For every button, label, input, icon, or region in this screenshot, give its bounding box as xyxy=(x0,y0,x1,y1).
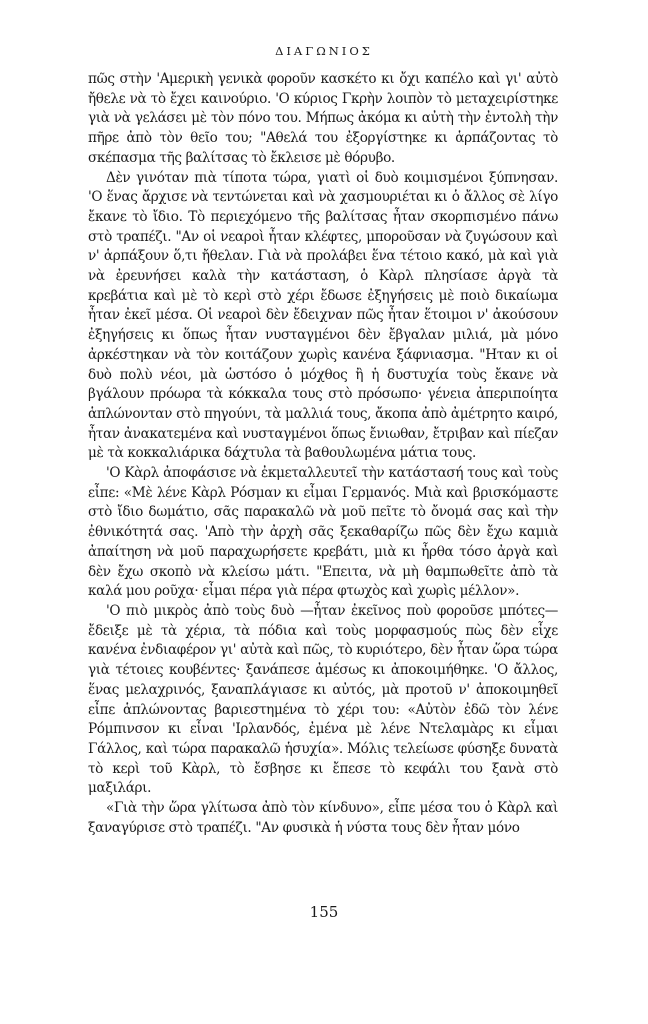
paragraph-2: Δὲν γινόταν πιὰ τίποτα τώρα, γιατὶ οἱ δυὸ κοιμισμένοι ξύπνησαν. 'Ο ἕνας ἄρχισε νὰ τεντώνεται καὶ νὰ χασμουριέται κι ὁ ἄλλος σὲ λίγο ἔκανε τὸ ἴδιο. Τὸ περιεχόμενο τῆς βαλίτσας ἦταν σκορπισμένο πάνω στὸ τραπέζι. "Αν οἱ νεαροὶ ἦταν κλέφτες, μποροῦσαν νὰ ζυγώσουν καὶ ν' ἁρπάξουν ὅ,τι ἤθελαν. Γιὰ νὰ προλάβει ἕνα τέτοιο κακό, μὰ καὶ γιὰ νὰ ἐρευνήσει καλὰ τὴν κατάσταση, ὁ Κὰρλ πλησίασε ἀργὰ τὰ κρεβάτια καὶ μὲ τὸ κερὶ στὸ χέρι ἔδωσε ἐξηγήσεις μὲ ποιὸ δικαίωμα ἦταν ἐκεῖ μέσα. Οἱ νεαροὶ δὲν ἔδειχναν πῶς ἦταν ἕτοιμοι ν' ἀκούσουν ἐξηγήσεις κι ὅπως ἦταν νυσταγμένοι δὲν ἔβγαλαν μιλιά, μὰ μόνο ἀρκέστηκαν νὰ τὸν κοιτάζουν χωρὶς κανένα ξάφνιασμα. "Ηταν κι οἱ δυὸ πολὺ νέοι, μὰ ὡστόσο ὁ μόχθος ἢ ἡ δυστυχία τοὺς ἔκανε νὰ βγάλουν πρόωρα τὰ κόκκαλα τους στὸ πρόσωπο· γένεια ἀπεριποίητα ἁπλώνονταν στὸ πηγούνι, τὰ μαλλιά τους, ἄκοπα ἀπὸ ἀμέτρητο καιρό, ἦταν ἀνακατεμένα καὶ νυσταγμένοι ὅπως ἔνιωθαν, ἔτριβαν καὶ πίεζαν μὲ τὰ κοκκαλιάρικα δάχτυλα τὰ βαθουλωμένα μάτια τους. xyxy=(88,169,558,462)
page-number: 155 xyxy=(309,903,339,921)
running-header: ΔΙΑΓΩΝΙΟΣ xyxy=(275,44,373,58)
paragraph-1: πῶς στὴν 'Αμερικὴ γενικὰ φοροῦν κασκέτο κι ὄχι καπέλο καὶ γι' αὐτὸ ἤθελε νὰ τὸ ἔχει καινούριο. 'Ο κύριος Γκρὴν λοιπὸν τὸ μεταχειρίστηκε γιὰ νὰ γελάσει μὲ τὸν πόνο του. Μήπως ἀκόμα κι αὐτὴ τὴν ἐντολὴ τὴν πῆρε ἀπὸ τὸν θεῖο του; "Αθελά του ἐξοργίστηκε κι ἁρπάζοντας τὸ σκέπασμα τῆς βαλίτσας τὸ ἔκλεισε μὲ θόρυβο. xyxy=(88,71,558,166)
paragraph-5: «Γιὰ τὴν ὥρα γλίτωσα ἀπὸ τὸν κίνδυνο», εἶπε μέσα του ὁ Κὰρλ καὶ ξαναγύρισε στὸ τραπέζι. "Αν φυσικὰ ἡ νύστα τους δὲν ἦταν μόνο xyxy=(88,800,558,836)
paragraph-4: 'Ο πιὸ μικρὸς ἀπὸ τοὺς δυὸ —ἦταν ἐκεῖνος ποὺ φοροῦσε μπότες— ἔδειξε μὲ τὰ χέρια, τὰ πόδια καὶ τοὺς μορφασμούς πὼς δὲν εἶχε κανένα ἐνδιαφέρον γι' αὐτὰ καὶ πῶς, τὸ κυριότερο, δὲν ἦταν ὥρα τώρα γιὰ τέτοιες κουβέντες· ξανάπεσε ἀμέσως κι ἀποκοιμήθηκε. 'Ο ἄλλος, ἕνας μελαχρινός, ξαναπλάγιασε κι αὐτός, μὰ προτοῦ ν' ἀποκοιμηθεῖ εἶπε ἁπλώνοντας βαριεστημένα τὸ χέρι του: «Αὐτὸν ἐδῶ τὸν λένε Ρόμπινσον κι εἶναι 'Ιρλανδός, ἐμένα μὲ λένε Ντελαμὰρς κι εἶμαι Γάλλος, καὶ τώρα παρακαλῶ ἡσυχία». Μόλις τελείωσε φύσηξε δυνατὰ τὸ κερὶ τοῦ Κὰρλ, τὸ ἔσβησε κι ἔπεσε τὸ κεφάλι του ξανὰ στὸ μαξιλάρι. xyxy=(88,602,558,797)
paragraph-3: 'Ο Κὰρλ ἀποφάσισε νὰ ἐκμεταλλευτεῖ τὴν κατάστασή τους καὶ τοὺς εἶπε: «Μὲ λένε Κὰρλ Ρόσμαν κι εἶμαι Γερμανός. Μιὰ καὶ βρισκόμαστε στὸ ἴδιο δωμάτιο, σᾶς παρακαλῶ νὰ μοῦ πεῖτε τὸ ὄνομά σας καὶ τὴν ἐθνικότητά σας. 'Απὸ τὴν ἀρχὴ σᾶς ξεκαθαρίζω πῶς δὲν ἔχω καμιὰ ἀπαίτηση νὰ μοῦ παραχωρήσετε κρεβάτι, μιὰ κι ἦρθα τόσο ἀργὰ καὶ δὲν ἔχω σκοπὸ νὰ κλείσω μάτι. "Επειτα, νὰ μὴ θαμπωθεῖτε ἀπὸ τὰ καλά μου ροῦχα· εἶμαι πέρα γιὰ πέρα φτωχὸς καὶ χωρὶς μέλλον». xyxy=(88,465,558,600)
page-body xyxy=(88,70,558,838)
